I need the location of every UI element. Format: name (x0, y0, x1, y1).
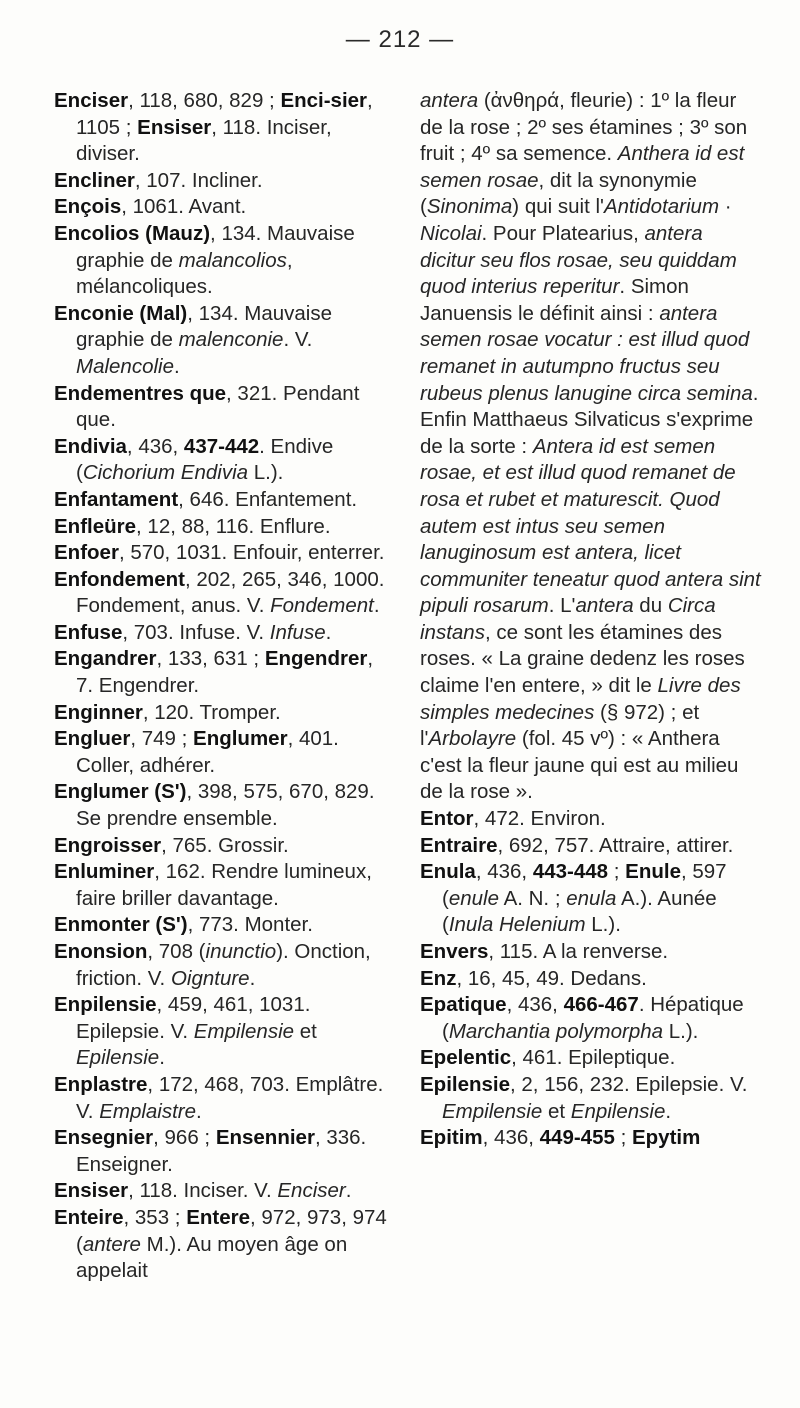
headword: Endementres que (54, 381, 227, 405)
glossary-entry (54, 514, 392, 541)
glossary-entry (420, 806, 762, 833)
entry-text: , 703. Infuse. V. (122, 620, 270, 644)
glossary-entry (54, 1178, 392, 1205)
entry-text: . Pour Platearius, (481, 221, 645, 245)
italic-text: Antera id est semen rosae, et est illud quod remanet de rosa et rubet et maturescit. Quod autem est intus seu semen lanuginosum est antera, licet communiter teneatur quod antera sint pipuli rosarum (420, 434, 761, 618)
italic-text: Nicolai (420, 221, 482, 245)
headword: Enula (420, 860, 476, 884)
headword: Entraire (420, 833, 498, 857)
entry-text: , 16, 45, 49. Dedans. (456, 966, 647, 990)
headword: Enfantament (54, 487, 179, 511)
entry-text: , 597 ( (442, 860, 727, 910)
glossary-entry (54, 779, 392, 832)
headword: Englumer (S') (54, 780, 187, 804)
glossary-entry (54, 487, 392, 514)
glossary-entry (54, 540, 392, 567)
glossary-entry (54, 88, 392, 168)
italic-text: Arbolayre (428, 727, 517, 751)
entry-text: A.). Aunée ( (442, 886, 717, 937)
headword: Ensegnier (54, 1126, 154, 1150)
italic-text: Emplaistre (99, 1099, 197, 1123)
entry-text: . (249, 966, 256, 990)
italic-text: Inula Helenium (448, 913, 586, 937)
italic-text: Malencolie (76, 354, 174, 378)
glossary-entry (54, 567, 392, 620)
headword: Epytim (631, 1126, 701, 1150)
glossary-entry (54, 1072, 392, 1125)
entry-text: , 118, 680, 829 ; (128, 89, 281, 112)
glossary-entry (420, 1045, 762, 1072)
entry-text: . (159, 1046, 165, 1070)
glossary-entry (54, 301, 392, 381)
entry-text: , 401. Coller, adhérer. (76, 727, 339, 777)
entry-text: . (325, 620, 332, 644)
entry-text: , 172, 468, 703. Emplâtre. V. (76, 1072, 384, 1123)
italic-text: antera dicitur seu flos rosae, seu quiddam quod interius reperitur (420, 221, 737, 299)
headword: Ensiser (137, 115, 212, 139)
italic-text: antera (420, 89, 479, 112)
entry-text: . Endive ( (76, 434, 334, 485)
entry-text: , 321. Pendant que. (76, 381, 360, 432)
right-column (420, 88, 762, 1152)
headword: 437-442 (183, 434, 260, 458)
headword: Encliner (54, 168, 135, 192)
entry-text: ) qui suit l' (512, 195, 604, 219)
entry-text: du (633, 594, 668, 618)
entry-text: , 436, (126, 434, 184, 458)
entry-text: et (542, 1099, 571, 1123)
entry-text: , 436, (506, 993, 564, 1017)
glossary-entry (54, 700, 392, 727)
italic-text: Epilensie (76, 1046, 160, 1070)
entry-text: , 162. Rendre lumineux, faire briller davantage. (76, 860, 372, 910)
entry-text: , dit la synonymie ( (420, 168, 697, 219)
headword: Enmonter (S') (54, 913, 188, 937)
entry-text: , 118. Inciser, diviser. (76, 115, 332, 166)
entry-text: , 120. Tromper. (142, 700, 281, 724)
headword: Engendrer (264, 647, 368, 671)
headword: Entor (420, 807, 474, 831)
glossary-entry (54, 194, 392, 221)
entry-text: L.). (585, 913, 621, 937)
entry-text: , 12, 88, 116. Enflure. (136, 514, 331, 538)
italic-text: Cichorium Endivia (82, 461, 249, 485)
headword: Engluer (54, 727, 131, 751)
glossary-entry (420, 992, 762, 1045)
glossary-entry (54, 859, 392, 912)
page-number: — 212 — (345, 26, 455, 53)
entry-text: A. N. ; (499, 886, 567, 910)
entry-text: . (665, 1099, 672, 1123)
headword: 466-467 (563, 993, 639, 1017)
entry-text: , 202, 265, 346, 1000. Fondement, anus. V. (76, 567, 385, 618)
glossary-entry (54, 726, 392, 779)
entry-text: , mélancoliques. (76, 248, 293, 299)
entry-text: , 972, 973, 974 ( (76, 1205, 387, 1256)
entry-text: , 2, 156, 232. Epilepsie. V. (510, 1072, 748, 1096)
headword: Ensennier (215, 1126, 315, 1150)
headword: 443-448 (532, 860, 609, 884)
glossary-entry (54, 168, 392, 195)
headword: Encolios (Mauz) (54, 221, 211, 245)
entry-text: , 692, 757. Attraire, attirer. (497, 833, 734, 857)
entry-text: , 1105 ; (76, 89, 373, 139)
italic-text: malancolios (178, 248, 287, 272)
entry-text: . Hépatique ( (442, 993, 744, 1043)
glossary-entry (420, 939, 762, 966)
entry-text: M.). Au moyen âge on appelait (76, 1232, 348, 1283)
italic-text: Empilensie (442, 1099, 543, 1123)
headword: Enfleüre (54, 514, 137, 538)
glossary-entry (420, 859, 762, 939)
entry-text: . (345, 1179, 352, 1203)
glossary-entry (54, 646, 392, 699)
entry-text: . (196, 1099, 202, 1123)
entry-text: . (174, 354, 180, 378)
entry-text: (§ 972) ; et l' (420, 700, 700, 751)
headword: Enteire (54, 1205, 124, 1229)
entry-text: . Enfin Matthaeus Silvaticus s'exprime de la sorte : (420, 381, 759, 458)
headword: Envers (420, 940, 489, 963)
entry-text: , 436, (475, 860, 533, 884)
entry-text: . (373, 594, 380, 618)
headword: Enluminer (54, 860, 155, 884)
entry-text: , 1061. Avant. (121, 195, 247, 219)
italic-text: inunctio (205, 940, 277, 963)
entry-text: (fol. 45 vº) : « Anthera c'est la fleur jaune qui est au milieu de la rose ». (420, 727, 739, 804)
entry-text: , 459, 461, 1031. Epilepsie. V. (76, 993, 311, 1043)
entry-text: . V. (283, 328, 313, 352)
entry-text: , 134. Mauvaise graphie de (76, 221, 355, 272)
italic-text: enule (448, 886, 499, 910)
entry-text: · (719, 195, 732, 219)
glossary-entry (54, 912, 392, 939)
entry-text: ; (608, 860, 626, 884)
entry-text: . L' (548, 594, 576, 618)
glossary-entry (54, 833, 392, 860)
headword: Engandrer (54, 647, 157, 671)
entry-text: (ἀνθηρά, fleurie) : 1º la fleur de la rose ; 2º ses étamines ; 3º son fruit ; 4º sa semence. (420, 89, 748, 166)
glossary-entry (420, 966, 762, 993)
entry-text: , 336. Enseigner. (76, 1126, 367, 1176)
italic-text: Antidotarium (603, 195, 720, 219)
italic-text: Fondement (270, 594, 374, 618)
glossary-entry (54, 381, 392, 434)
italic-text: Oignture (170, 966, 250, 990)
headword: Epelentic (420, 1046, 512, 1070)
headword: Enfuse (54, 620, 123, 644)
glossary-entry (54, 1205, 392, 1285)
glossary-entry (420, 833, 762, 860)
headword: Enci-sier (280, 89, 368, 112)
headword: Enule (625, 860, 681, 884)
italic-text: Marchantia polymorpha (448, 1019, 664, 1043)
glossary-entry (54, 434, 392, 487)
entry-text: , ce sont les étamines des roses. « La graine dedenz les roses claime l'en entere, » dit le (420, 620, 745, 698)
entry-text: , 461. Epileptique. (511, 1046, 676, 1070)
headword: Enplastre (54, 1072, 148, 1096)
glossary-entry (54, 620, 392, 647)
italic-text: Infuse (269, 620, 326, 644)
left-column (54, 88, 392, 1285)
glossary-entry (54, 939, 392, 992)
glossary-entry (420, 1072, 762, 1125)
headword: 449-455 (539, 1126, 615, 1150)
headword: Enfondement (54, 567, 185, 591)
headword: Enz (420, 966, 457, 990)
headword: Ençois (54, 195, 122, 219)
glossary-entry (420, 1125, 762, 1152)
entry-text: , 646. Enfantement. (178, 487, 358, 511)
entry-text: L.). (248, 461, 284, 485)
glossary-entry (54, 221, 392, 301)
headword: Epilensie (420, 1072, 511, 1096)
italic-text: Livre des simples medecines (420, 674, 741, 724)
italic-text: antere (82, 1232, 141, 1256)
entry-text: , 436, (482, 1126, 540, 1150)
headword: Enonsion (54, 940, 148, 963)
entry-text: , 353 ; (123, 1205, 187, 1229)
entry-text: , 966 ; (153, 1126, 216, 1150)
entry-text: ). Onction, friction. V. (76, 940, 371, 990)
entry-text: , 398, 575, 670, 829. Se prendre ensemble. (76, 780, 375, 831)
glossary-entry (54, 992, 392, 1072)
italic-text: Enpilensie (570, 1099, 666, 1123)
italic-text: Enciser (277, 1179, 346, 1203)
entry-text: , 708 ( (147, 940, 206, 963)
italic-text: enula (566, 886, 617, 910)
entry-text: ; (614, 1126, 632, 1150)
italic-text: antera semen rosae vocatur : est illud quod remanet in autumpno fructus seu rubeus plenus lanugine circa semina (420, 301, 753, 405)
italic-text: Sinonima (426, 195, 513, 219)
entry-text: , 773. Monter. (187, 913, 313, 937)
headword: Engroisser (54, 833, 162, 857)
headword: Endivia (54, 434, 127, 458)
headword: Ensiser (54, 1179, 129, 1203)
entry-text: , 118. Inciser. V. (128, 1179, 278, 1203)
headword: Entere (186, 1205, 250, 1229)
italic-text: Empilensie (193, 1019, 295, 1043)
italic-text: antera (575, 594, 634, 618)
italic-text: Circa instans (420, 594, 716, 644)
entry-text: , 107. Incliner. (134, 168, 263, 192)
headword: Enginner (54, 700, 143, 724)
entry-text: , 134. Mauvaise graphie de (76, 301, 332, 352)
entry-text: . Simon Januensis le définit ainsi : (420, 275, 689, 325)
headword: Epatique (420, 993, 507, 1017)
headword: Enconie (Mal) (54, 301, 188, 325)
entry-text: , 115. A la renverse. (488, 940, 669, 963)
entry-text: , 472. Environ. (473, 807, 606, 831)
glossary-entry (420, 88, 762, 806)
entry-text: L.). (663, 1019, 699, 1043)
entry-text: , 765. Grossir. (161, 833, 289, 857)
headword: Enfoer (54, 541, 119, 565)
italic-text: Anthera id est semen rosae (420, 142, 745, 192)
entry-text: , 749 ; (130, 727, 194, 751)
entry-text: , 7. Engendrer. (76, 647, 374, 698)
headword: Enciser (54, 89, 129, 112)
glossary-entry (54, 1125, 392, 1178)
italic-text: malenconie (178, 328, 284, 352)
entry-text: , 133, 631 ; (156, 647, 265, 671)
headword: Englumer (193, 727, 288, 751)
headword: Epitim (420, 1126, 483, 1150)
entry-text: , 570, 1031. Enfouir, enterrer. (118, 541, 385, 565)
entry-text: et (294, 1019, 317, 1043)
headword: Enpilensie (54, 993, 157, 1017)
